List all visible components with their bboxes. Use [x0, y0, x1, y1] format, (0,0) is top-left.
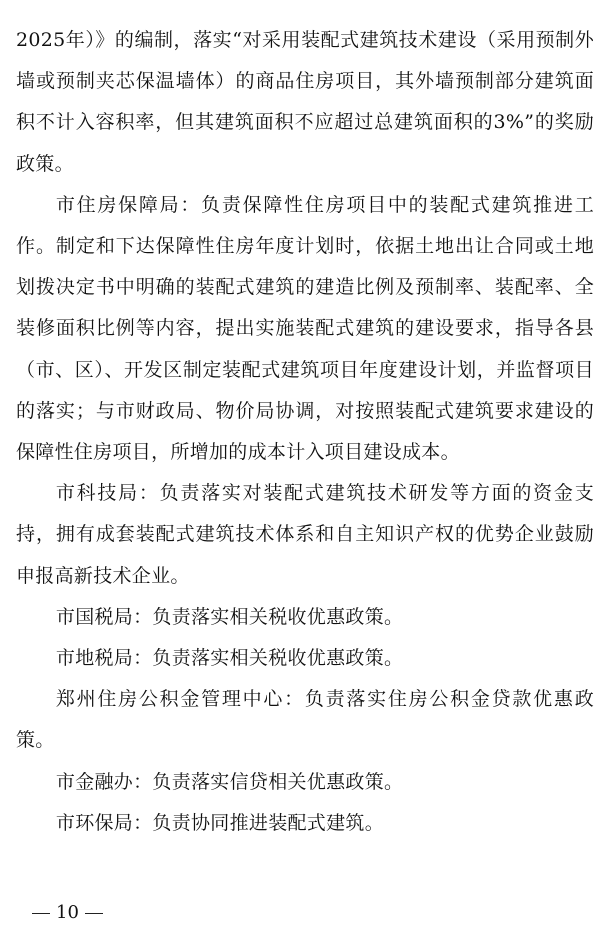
- paragraph-finance-office: 市金融办：负责落实信贷相关优惠政策。: [55, 770, 404, 793]
- paragraph-environmental-protection-bureau: 市环保局：负责协同推进装配式建筑。: [55, 811, 384, 834]
- paragraph-national-tax-bureau: 市国税局：负责落实相关税收优惠政策。: [55, 605, 404, 628]
- paragraph-housing-provident-fund-center: 郑州住房公积金管理中心：负责落实住房公积金贷款优惠政策。: [16, 688, 594, 752]
- footer-right-dash: [85, 913, 103, 914]
- paragraph-local-tax-bureau: 市地税局：负责落实相关税收优惠政策。: [55, 647, 404, 670]
- paragraph-continuation: 2025年）》的编制，落实“对采用装配式建筑技术建设（采用预制外墙或预制夹芯保温墙体）的商品住房项目，其外墙预制部分建筑面积不计入容积率，但其建筑面积不应超过总建筑面积的3%”的奖励政策。: [16, 29, 594, 175]
- page-footer: [26, 902, 109, 924]
- paragraph-science-technology-bureau: 市科技局：负责落实对装配式建筑技术研发等方面的资金支持，拥有成套装配式建筑技术体系和自主知识产权的优势企业鼓励申报高新技术企业。: [16, 482, 594, 587]
- document-body: [16, 20, 594, 844]
- page-number: 10: [56, 902, 79, 923]
- footer-left-dash: [32, 913, 50, 914]
- paragraph-housing-security-bureau: 市住房保障局：负责保障性住房项目中的装配式建筑推进工作。制定和下达保障性住房年度计划时，依据土地出让合同或土地划拨决定书中明确的装配式建筑的建造比例及预制率、装配率、全装修面积比例等内容，提出实施装配式建筑的建设要求，指导各县（市、区）、开发区制定装配式建筑项目年度建设计划，并监督项目的落实；与市财政局、物价局协调，对按照装配式建筑要求建设的保障性住房项目，所增加的成本计入项目建设成本。: [16, 193, 594, 464]
